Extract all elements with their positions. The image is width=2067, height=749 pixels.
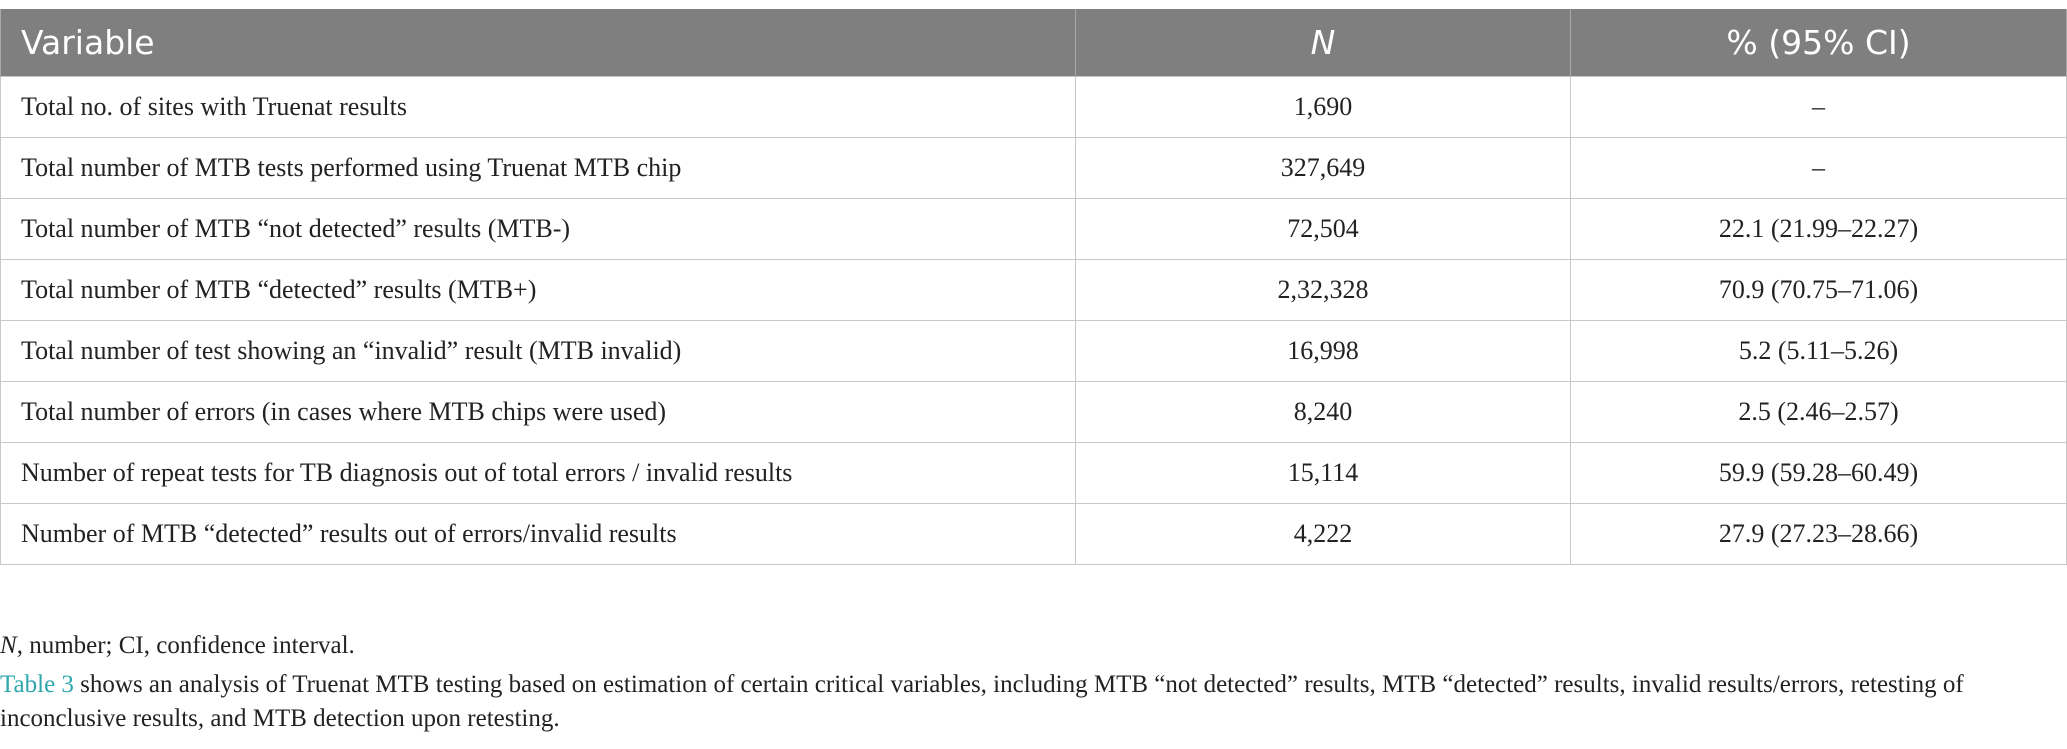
- footnote-text: , number; CI, confidence interval.: [16, 632, 355, 659]
- table-header: [1, 9, 2067, 77]
- cell-percent-ci: 22.1 (21.99–22.27): [1571, 199, 2067, 260]
- cell-percent-ci: 70.9 (70.75–71.06): [1571, 260, 2067, 321]
- table-row: [1, 77, 2067, 138]
- cell-percent-ci: –: [1571, 77, 2067, 138]
- table-3-link[interactable]: Table 3: [0, 671, 74, 698]
- cell-variable: Total no. of sites with Truenat results: [1, 77, 1076, 138]
- header-percent-ci: % (95% CI): [1571, 9, 2067, 77]
- cell-n: 4,222: [1076, 504, 1571, 565]
- header-row: [1, 9, 2067, 77]
- cell-n: 2,32,328: [1076, 260, 1571, 321]
- body-paragraph: [0, 668, 2067, 736]
- table-row: [1, 443, 2067, 504]
- cell-n: 1,690: [1076, 77, 1571, 138]
- results-table: [0, 9, 2067, 565]
- header-n-label: N: [1310, 23, 1336, 62]
- footnote-n-abbrev: N: [0, 632, 17, 659]
- cell-n: 15,114: [1076, 443, 1571, 504]
- table-body: [1, 77, 2067, 565]
- paragraph-text: shows an analysis of Truenat MTB testing based on estimation of certain critical variables, including MTB “not detected” results, MTB “detected” results, invalid results/errors, retesting of inconclusive results, and MTB detection upon retesting.: [0, 671, 1964, 732]
- cell-variable: Total number of test showing an “invalid” result (MTB invalid): [1, 321, 1076, 382]
- table-row: [1, 382, 2067, 443]
- cell-percent-ci: 27.9 (27.23–28.66): [1571, 504, 2067, 565]
- cell-percent-ci: 59.9 (59.28–60.49): [1571, 443, 2067, 504]
- cell-variable: Number of repeat tests for TB diagnosis out of total errors / invalid results: [1, 443, 1076, 504]
- table-row: [1, 321, 2067, 382]
- cell-variable: Number of MTB “detected” results out of errors/invalid results: [1, 504, 1076, 565]
- cell-variable: Total number of MTB tests performed using Truenat MTB chip: [1, 138, 1076, 199]
- cell-percent-ci: 2.5 (2.46–2.57): [1571, 382, 2067, 443]
- cell-n: 327,649: [1076, 138, 1571, 199]
- header-variable: Variable: [1, 9, 1076, 77]
- cell-variable: Total number of MTB “detected” results (MTB+): [1, 260, 1076, 321]
- table-row: [1, 260, 2067, 321]
- header-n: [1076, 9, 1571, 77]
- cell-variable: Total number of errors (in cases where MTB chips were used): [1, 382, 1076, 443]
- cell-percent-ci: 5.2 (5.11–5.26): [1571, 321, 2067, 382]
- table-row: [1, 138, 2067, 199]
- cell-n: 72,504: [1076, 199, 1571, 260]
- cell-percent-ci: –: [1571, 138, 2067, 199]
- cell-n: 8,240: [1076, 382, 1571, 443]
- table-row: [1, 199, 2067, 260]
- table-row: [1, 504, 2067, 565]
- cell-variable: Total number of MTB “not detected” results (MTB-): [1, 199, 1076, 260]
- cell-n: 16,998: [1076, 321, 1571, 382]
- table-footnote: [0, 632, 355, 660]
